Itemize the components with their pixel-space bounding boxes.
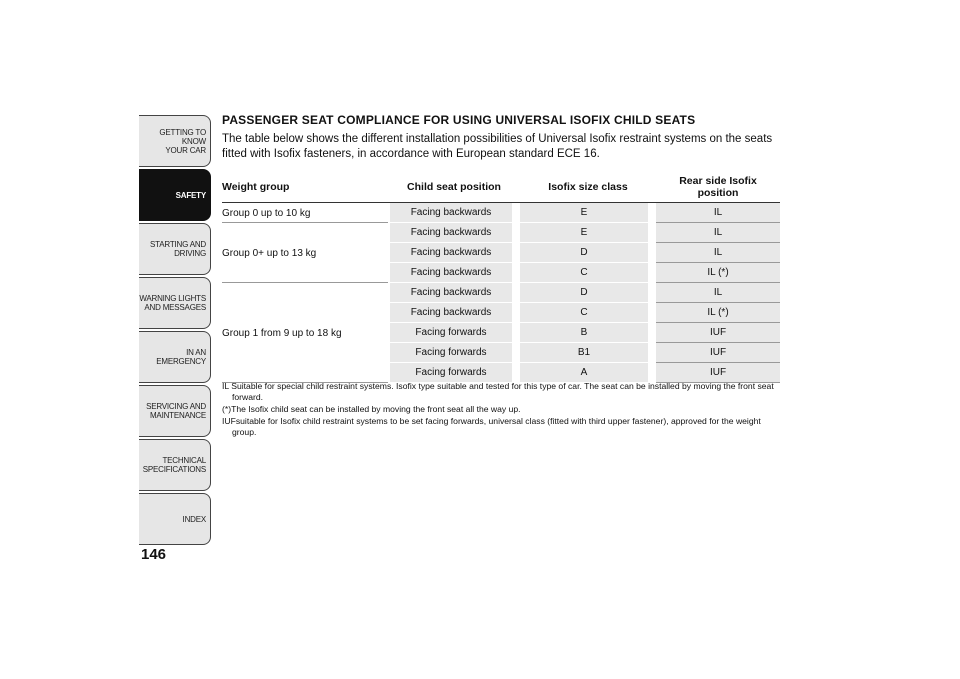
isofix-size-class-cell: D xyxy=(520,283,648,303)
footnote: (*)The Isofix child seat can be installed by moving the front seat all the way up. xyxy=(222,404,521,414)
rear-side-position-cell: IL xyxy=(656,243,780,263)
isofix-size-class-cell: A xyxy=(520,363,648,383)
tab-starting-and-driving[interactable]: STARTING AND DRIVING xyxy=(139,223,211,275)
child-seat-position-cell: Facing forwards xyxy=(390,363,512,383)
child-seat-position-cell: Facing backwards xyxy=(390,263,512,283)
table-header xyxy=(222,172,780,203)
weight-group-label: Group 0 up to 10 kg xyxy=(222,207,311,219)
header-isofix-size-class: Isofix size class xyxy=(548,181,628,193)
table-notes xyxy=(222,381,782,439)
isofix-size-class-cell: C xyxy=(520,263,648,283)
child-seat-position-cell: Facing backwards xyxy=(390,303,512,323)
rear-side-position-cell: IUF xyxy=(656,323,780,343)
chapter-tabs xyxy=(139,115,211,547)
footnote: IL Suitable for special child restraint systems. Isofix type suitable and tested for this type of car. The seat can be installed by moving the front seat forward. xyxy=(222,381,774,402)
isofix-size-class-cell: D xyxy=(520,243,648,263)
tab-getting-to-know-your-car[interactable]: GETTING TO KNOW YOUR CAR xyxy=(139,115,211,167)
child-seat-position-cell: Facing forwards xyxy=(390,343,512,363)
rear-side-position-cell: IL (*) xyxy=(656,263,780,283)
header-rear-side-position: Rear side Isofix position xyxy=(679,175,757,199)
intro-paragraph: The table below shows the different installation possibilities of Universal Isofix restraint systems on the seats fitted with Isofix fasteners, in accordance with European standard ECE 16. xyxy=(222,133,773,160)
isofix-size-class-cell: E xyxy=(520,203,648,223)
isofix-size-class-cell: E xyxy=(520,223,648,243)
isofix-size-class-cell: B1 xyxy=(520,343,648,363)
footnote: IUFsuitable for Isofix child restraint systems to be set facing forwards, universal class (fitted with third upper fastener), approved for the weight group. xyxy=(222,416,761,437)
header-child-seat-position: Child seat position xyxy=(407,181,501,193)
child-seat-position-cell: Facing backwards xyxy=(390,243,512,263)
header-weight-group: Weight group xyxy=(222,181,290,193)
weight-group-label: Group 1 from 9 up to 18 kg xyxy=(222,327,342,339)
tab-in-an-emergency[interactable]: IN AN EMERGENCY xyxy=(139,331,211,383)
child-seat-position-cell: Facing forwards xyxy=(390,323,512,343)
isofix-size-class-cell: C xyxy=(520,303,648,323)
rear-side-position-cell: IUF xyxy=(656,363,780,383)
tab-technical-specifications[interactable]: TECHNICAL SPECIFICATIONS xyxy=(139,439,211,491)
tab-servicing-and-maintenance[interactable]: SERVICING AND MAINTENANCE xyxy=(139,385,211,437)
isofix-compliance-table xyxy=(222,172,780,383)
rear-side-position-cell: IL xyxy=(656,223,780,243)
child-seat-position-cell: Facing backwards xyxy=(390,283,512,303)
section-heading: PASSENGER SEAT COMPLIANCE FOR USING UNIVERSAL ISOFIX CHILD SEATS xyxy=(222,113,696,127)
rear-side-position-cell: IL xyxy=(656,203,780,223)
weight-group-label: Group 0+ up to 13 kg xyxy=(222,247,317,259)
table-body xyxy=(222,203,780,383)
rear-side-position-cell: IL xyxy=(656,283,780,303)
tab-warning-lights-and-messages[interactable]: WARNING LIGHTS AND MESSAGES xyxy=(139,277,211,329)
isofix-size-class-cell: B xyxy=(520,323,648,343)
tab-index[interactable]: INDEX xyxy=(139,493,211,545)
page-number: 146 xyxy=(141,546,167,563)
rear-side-position-cell: IL (*) xyxy=(656,303,780,323)
rear-side-position-cell: IUF xyxy=(656,343,780,363)
child-seat-position-cell: Facing backwards xyxy=(390,223,512,243)
child-seat-position-cell: Facing backwards xyxy=(390,203,512,223)
tab-safety[interactable]: SAFETY xyxy=(139,169,211,221)
